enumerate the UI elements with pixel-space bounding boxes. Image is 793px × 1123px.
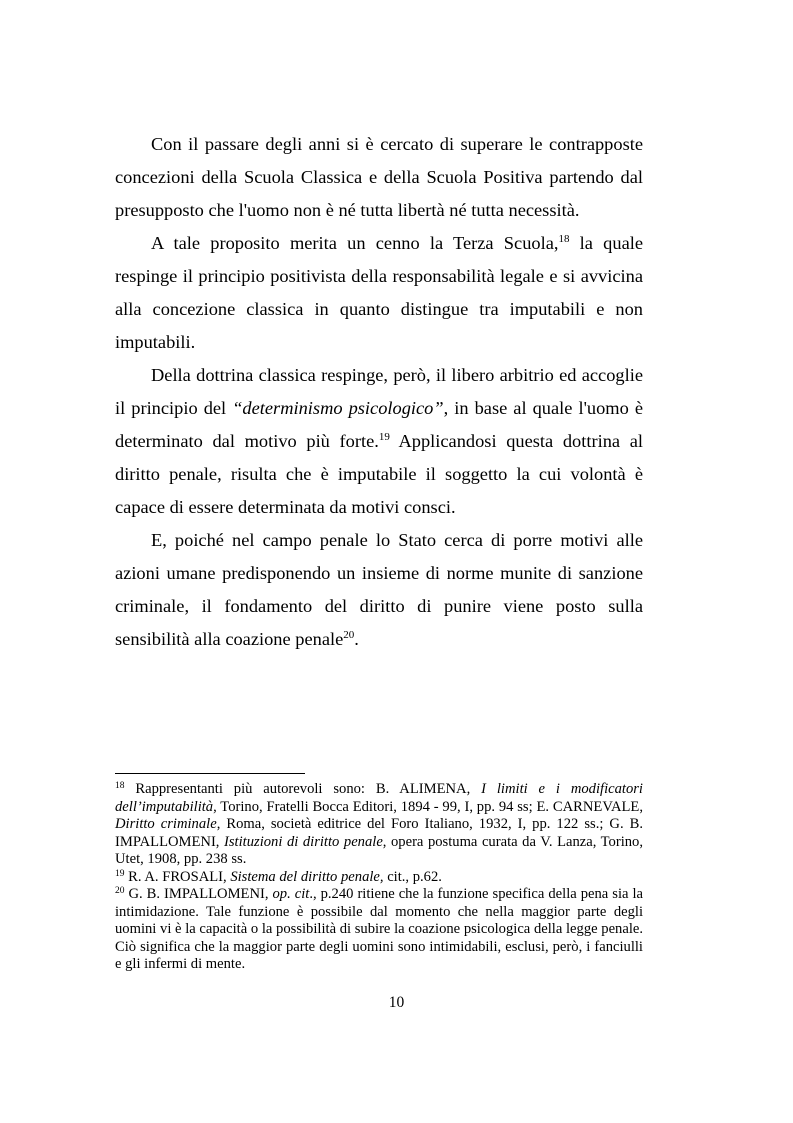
footnote-18-text-3: , Roma, società editrice del Foro Italiano, 1932, I, pp. 122 ss.; G. B. IMPALLOMENI, xyxy=(115,816,643,850)
footnote-19-text-1: R. A. FROSALI, xyxy=(124,868,231,885)
paragraph-1-text: Con il passare degli anni si è cercato di superare le contrapposte concezioni della Scuola Classica e della Scuola Positiva partendo dal presupposto che l'uomo non è né tutta libertà né tutta necessità. xyxy=(115,134,643,220)
footnote-20-number: 20 xyxy=(115,886,125,896)
footnote-18-title-2: Diritto criminale xyxy=(115,816,217,832)
footnote-ref-19[interactable]: 19 xyxy=(378,431,390,443)
footnote-18 xyxy=(115,781,643,869)
paragraph-4-text-b: . xyxy=(354,629,359,649)
body-text xyxy=(115,128,643,656)
footnote-18-number: 18 xyxy=(115,781,125,791)
footnote-18-text-1: Rappresentanti più autorevoli sono: B. ALIMENA, xyxy=(124,781,482,797)
footnote-19-number: 19 xyxy=(115,868,125,879)
footnote-18-title-1: I limiti e i modificatori dell’imputabilità xyxy=(115,781,643,815)
footnote-ref-18[interactable]: 18 xyxy=(558,233,570,245)
paragraph-2-text-b: la quale respinge il principio positivista della responsabilità legale e si avvicina alla concezione classica in quanto distingue tra imputabili e non imputabili. xyxy=(115,233,644,352)
paragraph-1 xyxy=(115,128,643,227)
paragraph-2 xyxy=(115,227,643,359)
footnote-separator xyxy=(115,773,305,774)
paragraph-3-text-a: Della dottrina classica respinge, però, il libero arbitrio ed accoglie il principio del xyxy=(115,365,643,418)
footnote-ref-20[interactable]: 20 xyxy=(343,629,355,641)
footnotes xyxy=(115,781,643,974)
page-number: 10 xyxy=(388,994,405,1011)
footnote-20 xyxy=(115,886,643,974)
footnote-18-text-2: , Torino, Fratelli Bocca Editori, 1894 - 99, I, pp. 94 ss; E. CARNEVALE, xyxy=(213,798,643,815)
paragraph-2-text-a: A tale proposito merita un cenno la Terza Scuola, xyxy=(151,233,559,253)
paragraph-3-text-c: Applicandosi questa dottrina al diritto penale, risulta che è imputabile il soggetto la cui volontà è capace di essere determinata da motivi consci. xyxy=(115,431,643,517)
paragraph-4-text-a: E, poiché nel campo penale lo Stato cerca di porre motivi alle azioni umane predisponendo un insieme di norme munite di sanzione criminale, il fondamento del diritto di punire viene posto sulla sensibilità alla coazione penale xyxy=(115,530,643,649)
footnote-18-title-3: Istituzioni di diritto penale xyxy=(224,833,383,850)
footnote-19-title-1: Sistema del diritto penale, xyxy=(230,868,384,885)
paragraph-3-text-b: , in base al quale l'uomo è determinato dal motivo più forte. xyxy=(115,398,643,451)
footnote-18-text-4: , opera postuma curata da V. Lanza, Torino, Utet, 1908, pp. 238 ss. xyxy=(115,833,643,867)
footnote-19-text-2: cit., p.62. xyxy=(383,868,442,885)
footnote-19 xyxy=(115,869,643,887)
footnote-20-title-1: op. cit xyxy=(272,886,310,902)
paragraph-3 xyxy=(115,359,643,524)
paragraph-4 xyxy=(115,524,643,656)
footnote-20-text-1: G. B. IMPALLOMENI, xyxy=(124,886,273,902)
footnote-20-text-2: ., p.240 ritiene che la funzione specifica della pena sia la intimidazione. Tale funzione è possibile dal momento che nella maggior parte degli uomini vi è la capacità o la possibilità di subire la coazione psicologica della legge penale. Ciò significa che la maggior parte degli uomini sono intimidabili, esclusi, però, i fanciulli e gli infermi di mente. xyxy=(115,886,643,972)
paragraph-3-emphasis: “determinismo psicologico” xyxy=(232,398,444,418)
